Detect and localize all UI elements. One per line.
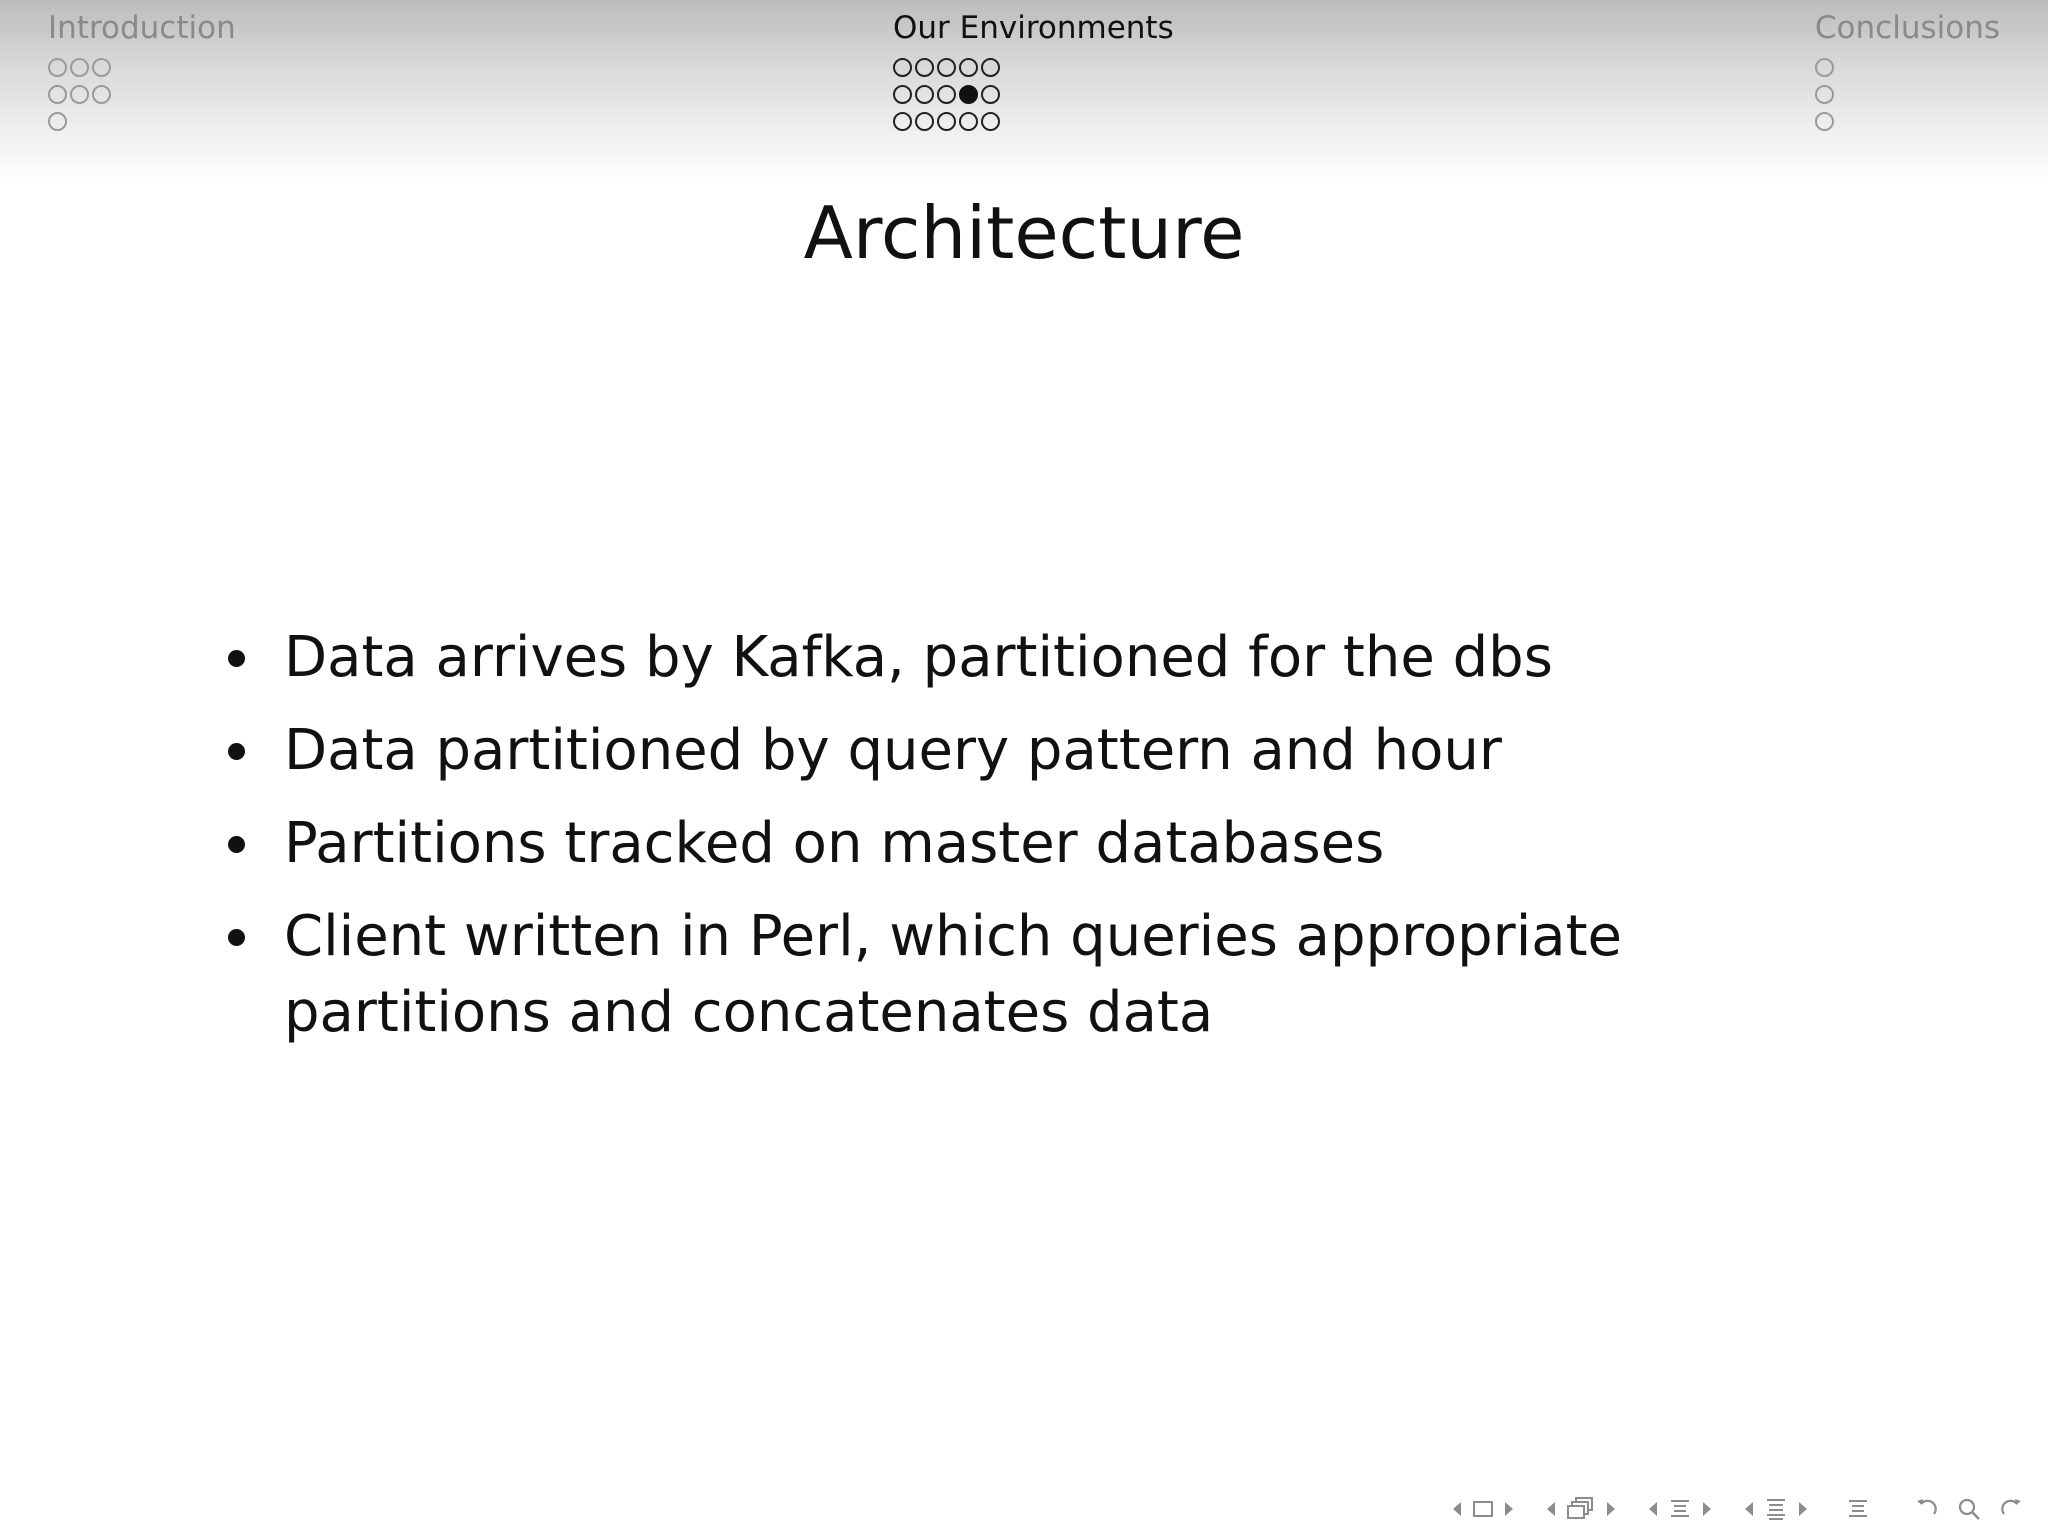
current-frame-dot-icon[interactable] bbox=[959, 85, 978, 104]
frame-dot-icon[interactable] bbox=[893, 58, 912, 77]
frame-dot-icon[interactable] bbox=[937, 112, 956, 131]
bullet-item bbox=[220, 620, 1900, 696]
section-title-conclusions[interactable]: Conclusions bbox=[1814, 10, 2000, 46]
frame-dot-icon[interactable] bbox=[981, 112, 1000, 131]
bullet-list bbox=[220, 620, 1900, 1068]
frame-dot-icon[interactable] bbox=[48, 85, 67, 104]
frame-dot-icon[interactable] bbox=[92, 85, 111, 104]
redo-icon[interactable] bbox=[1998, 1496, 2024, 1522]
section-conclusions[interactable] bbox=[1815, 8, 2000, 135]
bullet-text: Data partitioned by query pattern and hour bbox=[284, 718, 1502, 783]
frame-dot-icon[interactable] bbox=[92, 58, 111, 77]
frame-dot-icon[interactable] bbox=[893, 85, 912, 104]
bullet-dot-icon bbox=[228, 836, 245, 853]
frame-dot-row bbox=[893, 81, 1174, 108]
frame-dot-icon[interactable] bbox=[70, 58, 89, 77]
frame-dot-icon[interactable] bbox=[959, 58, 978, 77]
bullet-item bbox=[220, 899, 1900, 1051]
frame-dot-icon[interactable] bbox=[915, 85, 934, 104]
bullet-dot-icon bbox=[228, 743, 245, 760]
nav-search-group bbox=[1906, 1496, 2032, 1522]
frame-dot-icon[interactable] bbox=[915, 112, 934, 131]
frame-dot-row bbox=[48, 81, 236, 108]
frame-dot-icon[interactable] bbox=[937, 58, 956, 77]
frame-dot-icon[interactable] bbox=[937, 85, 956, 104]
frame-dot-row bbox=[893, 54, 1174, 81]
arrow-left-icon[interactable] bbox=[1450, 1499, 1464, 1519]
bullet-dot-icon bbox=[228, 650, 245, 667]
section-dots-our-environments bbox=[893, 54, 1174, 135]
bullet-text: Client written in Perl, which queries appropriate partitions and concatenates data bbox=[284, 904, 1622, 1045]
arrow-left-icon[interactable] bbox=[1742, 1499, 1756, 1519]
section-title-introduction[interactable]: Introduction bbox=[48, 10, 236, 46]
frame-dot-row bbox=[893, 108, 1174, 135]
header-navigation bbox=[0, 0, 2048, 185]
bullet-dot-icon bbox=[228, 929, 245, 946]
frame-dot-icon[interactable] bbox=[48, 58, 67, 77]
frame-dot-row bbox=[1815, 108, 2000, 135]
nav-section-group bbox=[1646, 1496, 1714, 1522]
arrow-right-icon[interactable] bbox=[1700, 1499, 1714, 1519]
slide-title: Architecture bbox=[803, 191, 1245, 275]
arrow-right-icon[interactable] bbox=[1796, 1499, 1810, 1519]
frame-dot-icon[interactable] bbox=[48, 112, 67, 131]
bullet-item bbox=[220, 713, 1900, 789]
arrow-right-icon[interactable] bbox=[1604, 1499, 1618, 1519]
frame-dot-icon[interactable] bbox=[893, 112, 912, 131]
frame-dot-icon[interactable] bbox=[70, 85, 89, 104]
frame-dot-icon[interactable] bbox=[1815, 112, 1834, 131]
subsection-icon[interactable] bbox=[1566, 1496, 1596, 1522]
section-introduction[interactable] bbox=[48, 8, 236, 135]
arrow-left-icon[interactable] bbox=[1544, 1499, 1558, 1519]
frame-dot-icon[interactable] bbox=[981, 85, 1000, 104]
arrow-left-icon[interactable] bbox=[1646, 1499, 1660, 1519]
menu-icon[interactable] bbox=[1846, 1496, 1870, 1522]
frame-dot-icon[interactable] bbox=[981, 58, 1000, 77]
frame-dot-row bbox=[1815, 54, 2000, 81]
frame-dot-row bbox=[48, 108, 236, 135]
frame-dot-icon[interactable] bbox=[915, 58, 934, 77]
document-icon[interactable] bbox=[1764, 1496, 1788, 1522]
arrow-right-icon[interactable] bbox=[1502, 1499, 1516, 1519]
nav-menu-group bbox=[1838, 1496, 1878, 1522]
nav-document-group bbox=[1742, 1496, 1810, 1522]
frame-dot-row bbox=[48, 54, 236, 81]
frame-dot-icon[interactable] bbox=[1815, 85, 1834, 104]
beamer-navigation-bar bbox=[1422, 1496, 2032, 1522]
bullet-text: Data arrives by Kafka, partitioned for the dbs bbox=[284, 625, 1553, 690]
nav-subsection-group bbox=[1544, 1496, 1618, 1522]
frame-dot-icon[interactable] bbox=[1815, 58, 1834, 77]
section-dots-conclusions bbox=[1815, 54, 2000, 135]
bullet-text: Partitions tracked on master databases bbox=[284, 811, 1385, 876]
undo-icon[interactable] bbox=[1914, 1496, 1940, 1522]
section-our-environments[interactable] bbox=[893, 8, 1174, 135]
frame-dot-row bbox=[1815, 81, 2000, 108]
frame-dot-icon[interactable] bbox=[959, 112, 978, 131]
frame-icon[interactable] bbox=[1472, 1499, 1494, 1519]
bullet-item bbox=[220, 806, 1900, 882]
section-icon[interactable] bbox=[1668, 1496, 1692, 1522]
nav-frame-group bbox=[1450, 1499, 1516, 1519]
section-dots-introduction bbox=[48, 54, 236, 135]
search-icon[interactable] bbox=[1956, 1496, 1982, 1522]
section-title-our-environments[interactable]: Our Environments bbox=[893, 10, 1174, 46]
